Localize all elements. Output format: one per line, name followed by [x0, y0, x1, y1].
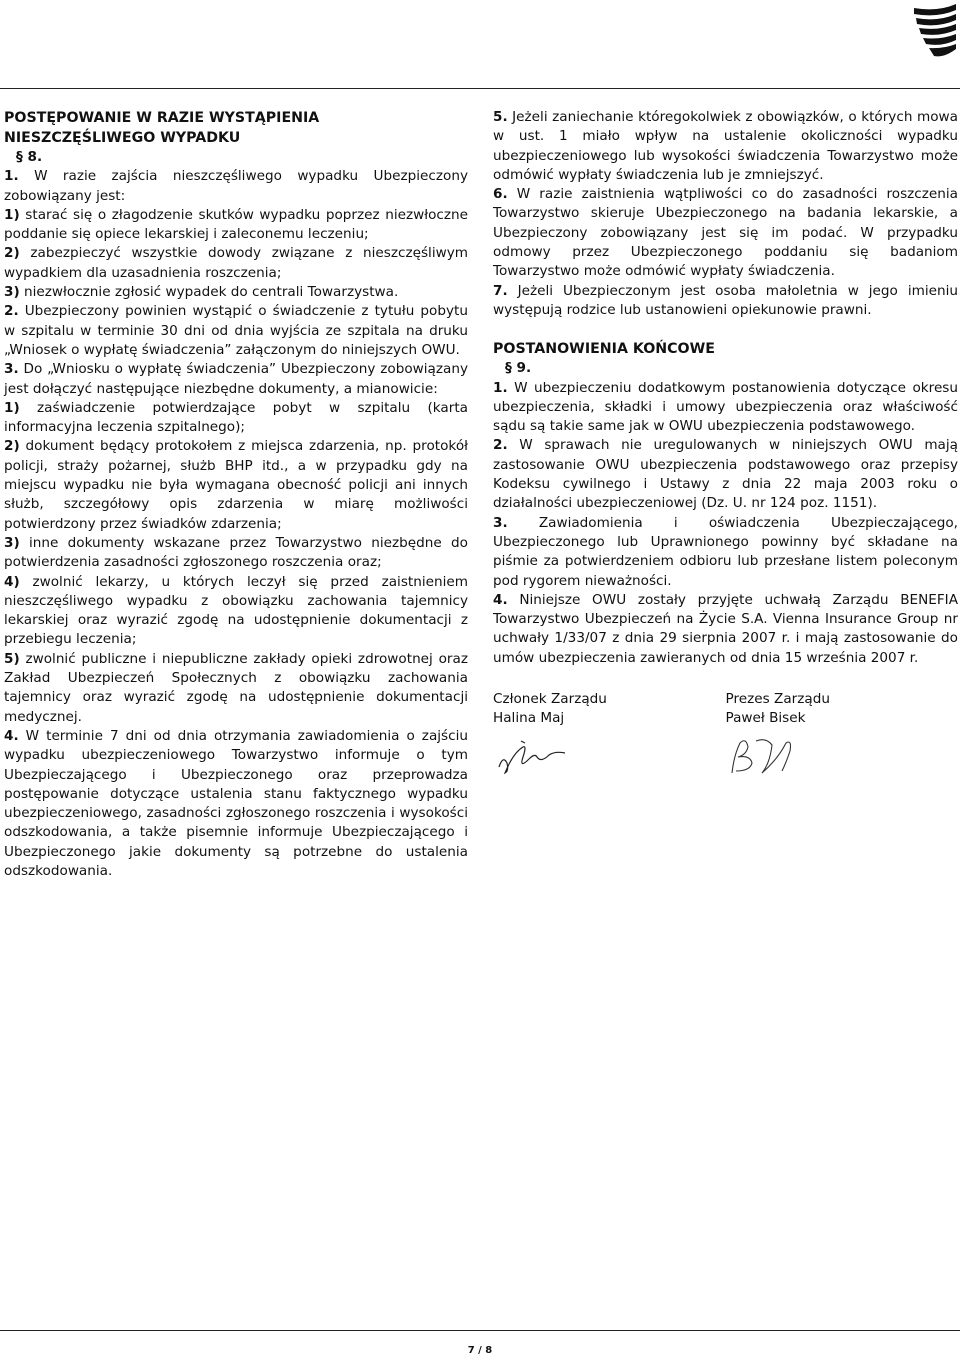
clause-text: W razie zajścia nieszczęśliwego wypadku Ubezpieczony zobowiązany jest: [4, 168, 468, 204]
clause-number: 4. [493, 591, 508, 608]
clause-number: 1) [4, 206, 20, 223]
clause-number: 4. [4, 727, 19, 744]
top-divider [0, 88, 960, 89]
clause-text: inne dokumenty wskazane przez Towarzystwo niezbędne do potwierdzenia zasadności zgłoszonego roszczenia oraz; [4, 534, 468, 571]
clause-number: 4) [4, 573, 20, 590]
clause [4, 650, 468, 727]
clause [4, 244, 468, 283]
signatory-1 [493, 690, 726, 779]
clause [493, 591, 958, 668]
clause-text: Zawiadomienia i oświadczenia Ubezpieczającego, Ubezpieczonego lub Uprawnionego powinny być składane na piśmie za potwierdzeniem odbioru lub przesłane listem poleconym pod rygorem nieważności. [493, 514, 958, 589]
clause-number: 7. [493, 282, 508, 299]
clause-text: Jeżeli zaniechanie któregokolwiek z obowiązków, o których mowa w ust. 1 miało wpływ na ustalenie okoliczności wypadku ubezpieczeniowego lub wysokości świadczenia Towarzystwo może odmówić wypłaty świadczenia lub je zmniejszyć. [493, 109, 958, 183]
clause-text: zabezpieczyć wszystkie dowody związane z nieszczęśliwym wypadkiem dla uzasadnienia roszczenia; [4, 245, 468, 281]
clause-text: Do „Wniosku o wypłatę świadczenia” Ubezpieczony zobowiązany jest dołączyć następujące niezbędne dokumenty, a mianowicie: [4, 361, 468, 397]
clause [4, 302, 468, 360]
clause-number: 2) [4, 245, 20, 262]
page-number: 7 / 8 [467, 1345, 493, 1356]
clause [4, 573, 468, 650]
clause-text: dokument będący protokołem z miejsca zdarzenia, np. protokół policji, straży pożarnej, służb BHP itd., a w przypadku gdy na miejscu wypadku nie była wymagana obecność policji ani innych służb, szczegółowy opis zdarzenia w miarę możliwości potwierdzony przez świadków zdarzenia; [4, 438, 468, 532]
clause-text: W terminie 7 dni od dnia otrzymania zawiadomienia o zajściu wypadku ubezpieczeniowego Towarzystwo informuje o tym Ubezpieczającego i Ubezpieczonego oraz przeprowadza postępowanie dotyczące ustalenia stanu faktycznego wypadku ubezpieczeniowego, zasadności zgłoszonego roszczenia i wysokości odszkodowania, a także pisemnie informuje Ubezpieczającego i Ubezpieczonego jakie dokumenty są potrzebne do ustalenia odszkodowania. [4, 727, 469, 879]
clause-text: W sprawach nie uregulowanych w niniejszych OWU mają zastosowanie OWU ubezpieczenia podstawowego oraz przepisy Kodeksu cywilnego i Ustawy z dnia 22 maja 2003 roku o działalności ubezpieczeniowej (Dz. U. nr 124 poz. 1151). [493, 437, 958, 512]
signatory-name: Paweł Bisek [725, 710, 806, 727]
clause [4, 437, 468, 533]
signatory-name: Halina Maj [493, 710, 565, 727]
clause-text: W razie zaistnienia wątpliwości co do zasadności roszczenia Towarzystwo skieruje Ubezpieczonego na badania lekarskie, a Ubezpieczony zobowiązany jest się im podać. W przypadku odmowy przez Ubezpieczonego poddaniu się badaniom Towarzystwo może odmówić wypłaty świadczenia. [493, 186, 958, 280]
clause-text: Niniejsze OWU zostały przyjęte uchwałą Zarządu BENEFIA Towarzystwo Ubezpieczeń na Życie S.A. Vienna Insurance Group nr uchwały 1/33/07 z dnia 29 sierpnia 2007 r. i mają zastosowanie do umów ubezpieczenia zawieranych od dnia 15 września 2007 r. [493, 591, 958, 666]
clause-text: Ubezpieczony powinien wystąpić o świadczenie z tytułu pobytu w szpitalu w terminie 30 dni od dnia wyjścia ze szpitala na druku „Wniosek o wypłatę świadczenia” załączonym do niniejszych OWU. [4, 303, 468, 358]
paragraph-sign-9: § 9. [505, 360, 532, 377]
clause-number: 6. [493, 186, 508, 203]
clause-number: 2) [4, 438, 20, 455]
clause-text: Jeżeli Ubezpieczonym jest osoba małoletnia w jego imieniu występują rodzice lub ustanowieni opiekunowie prawni. [493, 282, 958, 318]
clause [4, 206, 468, 245]
paragraph-sign-8: § 8. [16, 149, 43, 165]
clause-text: zwolnić lekarzy, u których leczył się przed zaistnieniem nieszczęśliwego wypadku z obowiązku zachowania tajemnicy lekarskiej oraz wyrazić zgodę na udostępnienie dokumentacji z przebiegu leczenia; [4, 573, 468, 648]
clause [493, 108, 958, 185]
section-heading-accident: POSTĘPOWANIE W RAZIE WYSTĄPIENIA NIESZCZĘŚLIWEGO WYPADKU [4, 110, 320, 146]
clause-text: starać się o złagodzenie skutków wypadku poprzez niezwłoczne poddanie się opiece lekarskiej i zaleconemu leczeniu; [4, 206, 469, 243]
signatures [493, 690, 958, 779]
clause-text: niezwłocznie zgłosić wypadek do centrali Towarzystwa. [24, 284, 399, 301]
clause [493, 436, 958, 513]
clause-number: 2. [4, 303, 19, 320]
left-column [4, 108, 468, 881]
clause-number: 1. [493, 379, 508, 396]
clause-number: 5. [493, 109, 508, 125]
clause [4, 167, 468, 206]
clause-text: zaświadczenie potwierdzające pobyt w szpitalu (karta informacyjna leczenia szpitalnego); [4, 399, 468, 436]
clause [493, 379, 958, 437]
clause [493, 282, 958, 321]
right-top-items [493, 108, 958, 320]
clause-number: 2. [493, 437, 508, 454]
clause [493, 514, 958, 591]
handwritten-signature-2 [726, 733, 806, 779]
handwritten-signature-1 [493, 733, 573, 777]
clause [4, 360, 468, 399]
clause-number: 1) [4, 399, 20, 416]
clause-number: 3) [4, 284, 20, 301]
clause-text: W ubezpieczeniu dodatkowym postanowienia dotyczące okresu ubezpieczenia, składki i umowy ubezpieczenia oraz właściwość sądu są takie same jak w OWU ubezpieczenia podstawowego. [493, 379, 958, 435]
clause-number: 3. [4, 361, 19, 378]
clause [493, 185, 958, 281]
bottom-divider [0, 1330, 960, 1331]
wing-stripes-logo-icon [908, 2, 960, 60]
clause [4, 399, 468, 438]
right-items [493, 379, 958, 668]
section-heading-final: POSTANOWIENIA KOŃCOWE [493, 341, 715, 358]
clause [4, 534, 468, 573]
clause-number: 1. [4, 168, 19, 185]
signatory-2 [726, 690, 959, 779]
clause-number: 3) [4, 534, 20, 551]
clause-text: zwolnić publiczne i niepubliczne zakłady opieki zdrowotnej oraz Zakład Ubezpieczeń Społecznych z obowiązku zachowania tajemnicy oraz wyrazić zgodę na udostępnienie dokumentacji medycznej. [4, 650, 468, 725]
clause [4, 283, 468, 302]
right-column [493, 108, 958, 779]
clause-number: 3. [493, 514, 508, 531]
signatory-role: Członek Zarządu [493, 691, 607, 708]
clause-number: 5) [4, 650, 20, 667]
clause [4, 727, 468, 881]
signatory-role: Prezes Zarządu [725, 691, 830, 708]
left-items [4, 167, 468, 881]
